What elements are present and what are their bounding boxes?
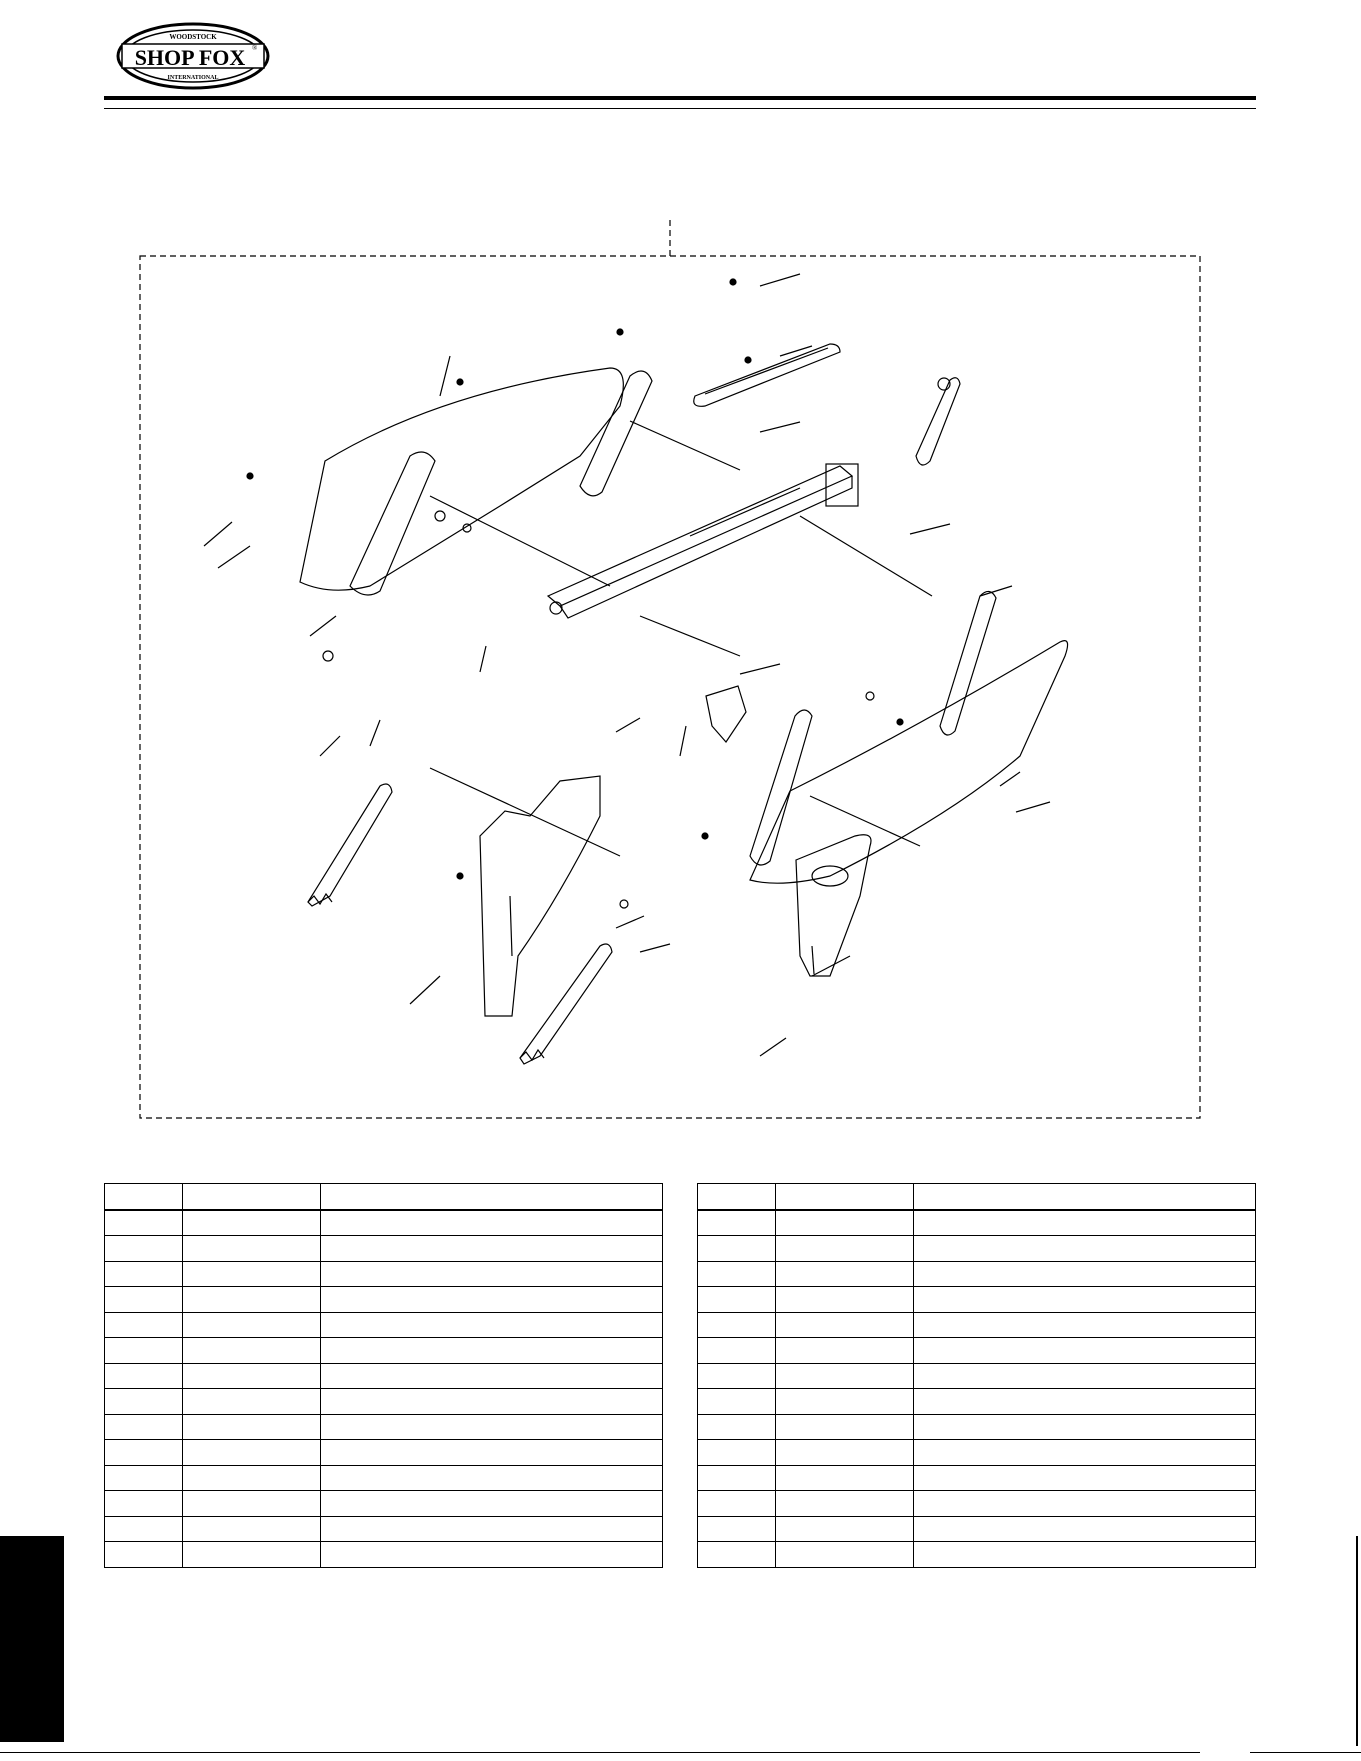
washer	[620, 900, 628, 908]
main-beam	[548, 466, 852, 606]
center-bracket	[706, 686, 746, 742]
leader-line	[640, 944, 670, 952]
right-upright-arm	[916, 378, 960, 465]
leader-line	[760, 1038, 786, 1056]
table-row	[105, 1389, 663, 1415]
leader-line	[810, 796, 920, 846]
logo-ring-bottom: INTERNATIONAL	[167, 75, 219, 81]
parts-list-right	[697, 1183, 1256, 1568]
table-row	[698, 1491, 1256, 1517]
leader-line	[320, 736, 340, 756]
table-row	[105, 1338, 663, 1364]
leader-line	[740, 664, 780, 674]
table-row	[698, 1363, 1256, 1389]
table-row	[698, 1312, 1256, 1338]
table-row	[698, 1516, 1256, 1542]
leader-line	[760, 422, 800, 432]
leader-line	[370, 720, 380, 746]
leader-line	[760, 274, 800, 286]
table-row	[698, 1440, 1256, 1466]
left-guard-slot-arm-b	[580, 371, 652, 496]
centerline	[430, 768, 620, 856]
table-row	[698, 1465, 1256, 1491]
exploded-view-drawing	[140, 256, 1202, 1120]
table-row	[105, 1414, 663, 1440]
centerline	[640, 616, 740, 656]
table-row	[105, 1363, 663, 1389]
left-guard-slot-arm-a	[350, 452, 435, 595]
table-row	[105, 1261, 663, 1287]
fastener	[897, 719, 903, 725]
centerline	[800, 516, 932, 596]
riving-plate	[480, 776, 600, 1016]
parts-list-left	[104, 1183, 663, 1568]
main-beam-slot	[690, 488, 800, 536]
page-edge-mark	[1356, 1536, 1358, 1746]
table-row	[698, 1236, 1256, 1262]
table-row	[698, 1542, 1256, 1568]
table-row	[105, 1287, 663, 1313]
table-row	[698, 1261, 1256, 1287]
beam-pivot	[550, 602, 562, 614]
leader-line	[410, 976, 440, 1004]
right-kickback-pawl	[520, 944, 612, 1064]
leader-line	[218, 546, 250, 568]
table-row	[105, 1312, 663, 1338]
table-row	[105, 1491, 663, 1517]
fastener	[617, 329, 623, 335]
leader-line	[1016, 802, 1050, 812]
leader-line	[310, 616, 336, 636]
shop-fox-logo	[116, 22, 270, 90]
washer	[866, 692, 874, 700]
leader-line	[480, 646, 486, 672]
fastener	[457, 379, 463, 385]
table-row	[698, 1338, 1256, 1364]
leader-line	[980, 586, 1012, 596]
right-guard-slot-arm-a	[750, 710, 812, 865]
logo-wordmark: SHOP FOX	[134, 45, 246, 70]
table-row	[698, 1210, 1256, 1236]
logo-registered-mark: ®	[252, 44, 258, 52]
assembly-boundary	[140, 256, 1200, 1118]
table-header-row	[698, 1184, 1256, 1210]
section-side-tab	[0, 1536, 64, 1742]
logo-ring-top: WOODSTOCK	[169, 33, 217, 41]
table-row	[105, 1516, 663, 1542]
leader-line	[616, 718, 640, 732]
table-row	[105, 1236, 663, 1262]
nut	[323, 651, 333, 661]
leader-line	[1000, 772, 1020, 786]
leader-line	[780, 346, 812, 356]
table-row	[105, 1210, 663, 1236]
top-link-bar-slot	[705, 348, 828, 394]
fastener	[457, 873, 463, 879]
leader-line	[616, 916, 644, 928]
riving-plate-slot	[510, 896, 512, 956]
right-guard-panel	[750, 641, 1068, 884]
fastener	[745, 357, 751, 363]
leader-line	[680, 726, 686, 756]
footer-rule	[0, 1752, 1200, 1753]
table-row	[698, 1287, 1256, 1313]
spreader-plate	[796, 835, 871, 976]
shop-fox-logo-mark	[116, 22, 270, 90]
leader-line	[204, 522, 232, 546]
nut	[435, 511, 445, 521]
table-row	[105, 1440, 663, 1466]
table-row	[105, 1465, 663, 1491]
table-row	[698, 1389, 1256, 1415]
footer-rule-right	[1250, 1752, 1361, 1753]
exploded-parts-diagram	[140, 256, 1202, 1120]
header-rule	[104, 96, 1256, 109]
main-beam-side	[560, 476, 852, 618]
left-guard-panel	[300, 368, 623, 590]
fastener	[247, 473, 253, 479]
leader-line	[910, 524, 950, 534]
table-row	[698, 1414, 1256, 1440]
centerline	[430, 496, 610, 586]
centerline	[630, 421, 740, 470]
fastener	[702, 833, 708, 839]
top-link-bar	[694, 344, 840, 406]
leader-line	[440, 356, 450, 396]
left-kickback-pawl	[308, 784, 392, 906]
right-guard-slot-arm-b	[940, 591, 996, 735]
fastener	[730, 279, 736, 285]
table-row	[105, 1542, 663, 1568]
table-header-row	[105, 1184, 663, 1210]
spreader-plate-notch	[812, 946, 814, 974]
